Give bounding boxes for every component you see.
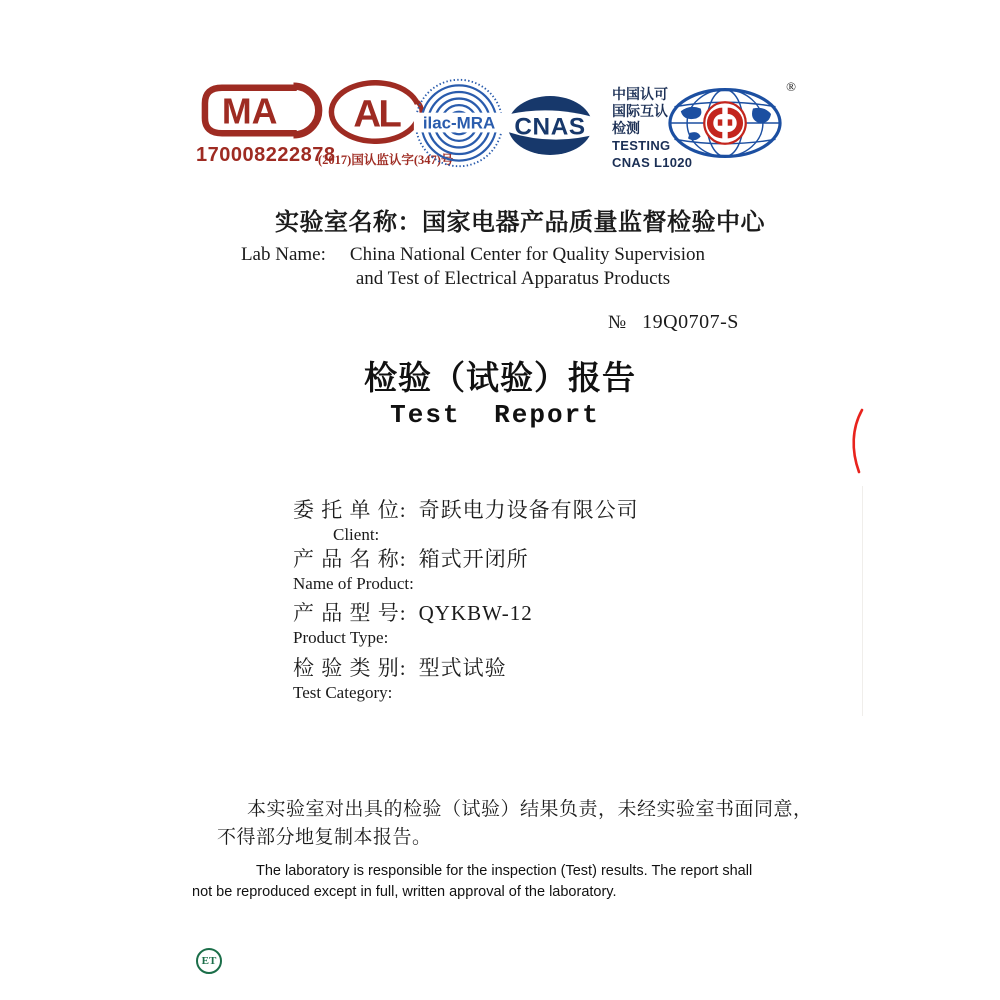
et-mark-label: ET	[201, 955, 217, 967]
globe-certification-logo	[666, 79, 796, 165]
field-label-en: Test Category:	[293, 683, 393, 702]
ilac-mra-logo	[412, 76, 506, 175]
cnas-logo	[504, 92, 600, 164]
field-label-zh: 委 托 单 位:	[293, 498, 407, 522]
statement-zh	[217, 796, 813, 852]
field-zh-line	[293, 497, 639, 523]
report-number-value: 19Q0707-S	[642, 311, 739, 333]
field-product-type	[293, 600, 533, 650]
field-zh-line	[293, 655, 507, 681]
statement-zh-line2: 不得部分地复制本报告。	[217, 827, 432, 848]
cnas-caption-line: TESTING	[612, 138, 671, 153]
et-circle-mark	[196, 948, 222, 974]
cnas-caption-line: 国际互认	[612, 103, 668, 119]
field-label-en: Client:	[333, 525, 380, 544]
cma-letters: MA	[221, 91, 278, 132]
lab-name-block	[0, 202, 1000, 290]
field-value: 型式试验	[418, 656, 507, 680]
statement-zh-line1: 本实验室对出具的检验（试验）结果负责，未经实验室书面同意，	[247, 799, 813, 820]
field-value: 奇跃电力设备有限公司	[418, 498, 639, 522]
field-label-zh: 产 品 型 号:	[293, 601, 407, 625]
scan-fold-line	[862, 486, 863, 716]
red-pen-arc-mark	[846, 408, 866, 474]
cnas-mark-icon	[504, 92, 600, 159]
field-value: QYKBW-12	[418, 601, 533, 625]
report-title-zh: 检验（试验）报告	[364, 359, 636, 396]
lab-name-zh: 实验室名称：国家电器产品质量监督检验中心	[275, 210, 765, 236]
report-number-label: №	[608, 312, 627, 333]
ilac-mra-label: ilac-MRA	[422, 113, 496, 133]
cnas-label: CNAS	[514, 113, 586, 141]
cma-certificate-number: 170008222878	[196, 144, 336, 166]
statement-en-line1: The laboratory is responsible for the inspection (Test) results. The report shall	[256, 863, 753, 879]
statement-en	[192, 861, 752, 903]
cma-mark-icon	[196, 82, 326, 139]
lab-name-en-line1	[0, 244, 973, 266]
lab-name-en-label: Lab Name:	[240, 244, 326, 265]
field-client	[293, 497, 639, 547]
cal-caption: (2017)国认监认字(347)号	[318, 153, 454, 167]
field-label-en: Product Type:	[293, 628, 389, 647]
lab-name-en-text: China National Center for Quality Supervision	[349, 244, 706, 265]
cnas-caption-line: 中国认可	[612, 86, 668, 102]
field-test-category	[293, 655, 507, 705]
cal-letters: AL	[353, 92, 400, 136]
cnas-caption-line: 检测	[612, 120, 640, 136]
registered-trademark-symbol: ®	[786, 79, 796, 94]
field-product-name	[293, 546, 529, 596]
field-label-zh: 检 验 类 别:	[293, 656, 407, 680]
globe-mark-icon	[666, 86, 784, 160]
cnas-caption-line: CNAS L1020	[612, 155, 693, 170]
field-label-en: Name of Product:	[293, 574, 414, 593]
field-zh-line	[293, 600, 533, 626]
report-title-en: Test Report	[390, 400, 600, 430]
field-value: 箱式开闭所	[418, 547, 529, 571]
ilac-mra-mark-icon	[412, 76, 506, 170]
field-zh-line	[293, 546, 529, 572]
lab-name-en-line2: and Test of Electrical Apparatus Products	[355, 268, 671, 289]
field-label-zh: 产 品 名 称:	[293, 547, 407, 571]
statement-en-line2: not be reproduced except in full, written approval of the laboratory.	[192, 884, 617, 900]
report-number	[608, 311, 739, 334]
cma-accreditation-logo	[196, 82, 336, 167]
